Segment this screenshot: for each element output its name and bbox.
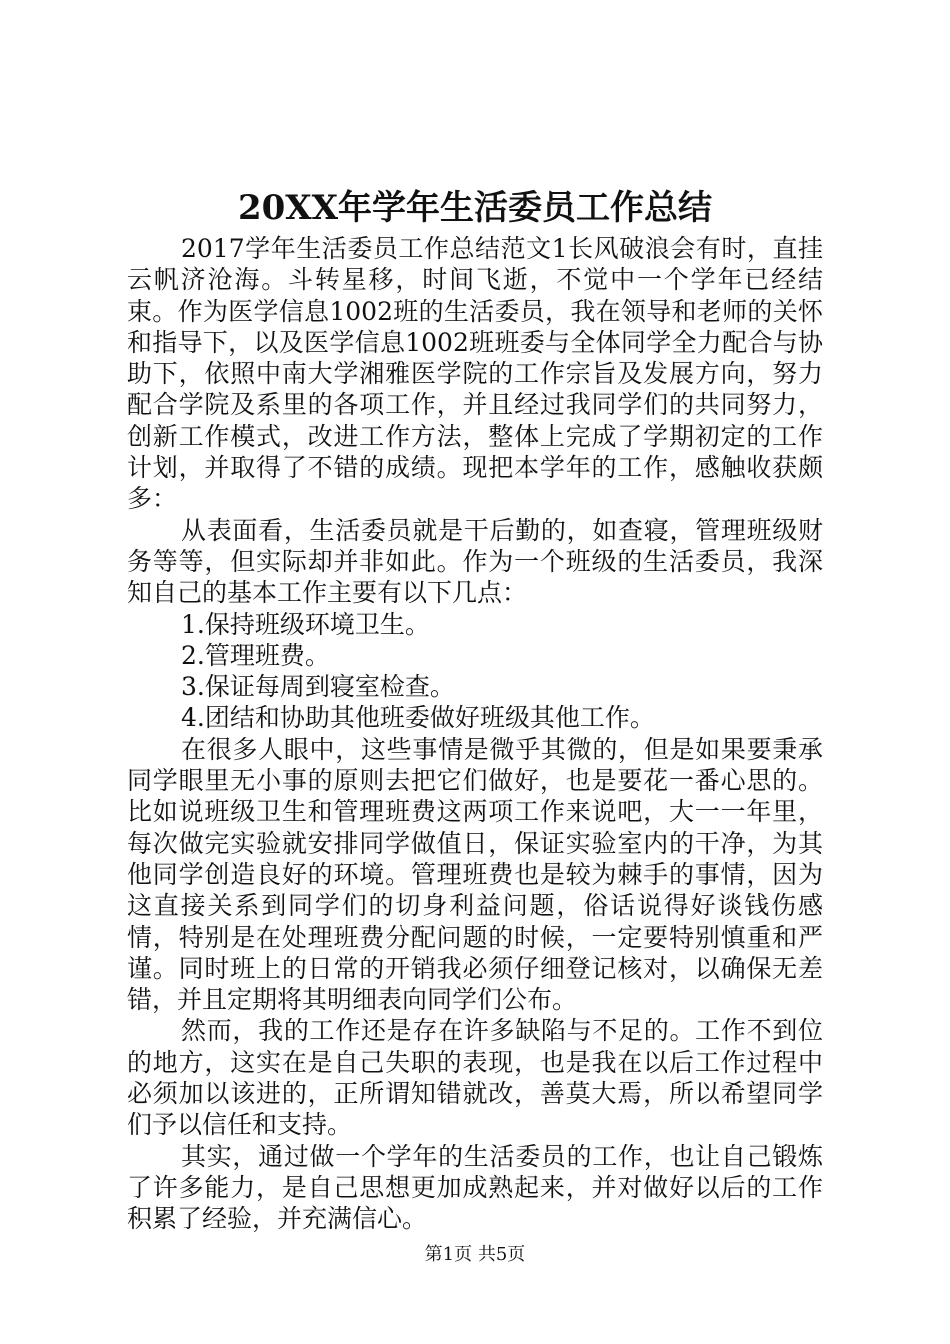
document-title: 20XX年学年生活委员工作总结 (237, 188, 713, 228)
list-item: 1.保持班级环境卫生。 (181, 609, 430, 639)
document-body (127, 233, 823, 1235)
list-item: 3.保证每周到寝室检查。 (181, 672, 455, 702)
paragraph-conclusion: 其实，通过做一个学年的生活委员的工作，也让自己锻炼了许多能力，是自己思想更加成熟起来，并对做好以后的工作积累了经验，并充满信心。 (127, 1141, 823, 1234)
list-item: 2.管理班费。 (181, 640, 330, 670)
paragraph-intro: 2017学年生活委员工作总结范文1长风破浪会有时，直挂云帆济沧海。斗转星移，时间飞逝，不觉中一个学年已经结束。作为医学信息1002班的生活委员，我在领导和老师的关怀和指导下，以及医学信息1002班班委与全体同学全力配合与协助下，依照中南大学湘雅医学院的工作宗旨及发展方向，努力配合学院及系里的各项工作，并且经过我同学们的共同努力，创新工作模式，改进工作方法，整体上完成了学期初定的工作计划，并取得了不错的成绩。现把本学年的工作，感触收获颇多： (127, 234, 823, 514)
paragraph-work-detail: 在很多人眼中，这些事情是微乎其微的，但是如果要秉承同学眼里无小事的原则去把它们做好，也是要花一番心思的。比如说班级卫生和管理班费这两项工作来说吧，大一一年里，每次做完实验就安排同学做值日，保证实验室内的干净，为其他同学创造良好的环境。管理班费也是较为棘手的事情，因为这直接关系到同学们的切身利益问题，俗话说得好谈钱伤感情，特别是在处理班费分配问题的时候，一定要特别慎重和严谨。同时班上的日常的开销我必须仔细登记核对，以确保无差错，并且定期将其明细表向同学们公布。 (127, 734, 823, 1015)
paragraph-duties: 从表面看，生活委员就是干后勤的，如查寝，管理班级财务等等，但实际却并非如此。作为一个班级的生活委员，我深知自己的基本工作主要有以下几点： (127, 515, 823, 608)
paragraph-shortcomings: 然而，我的工作还是存在许多缺陷与不足的。工作不到位的地方，这实在是自己失职的表现，也是我在以后工作过程中必须加以该进的，正所谓知错就改，善莫大焉，所以希望同学们予以信任和支持。 (127, 1016, 823, 1140)
page-footer: 第1页 共5页 (424, 1244, 526, 1265)
list-item: 4.团结和协助其他班委做好班级其他工作。 (181, 703, 655, 733)
